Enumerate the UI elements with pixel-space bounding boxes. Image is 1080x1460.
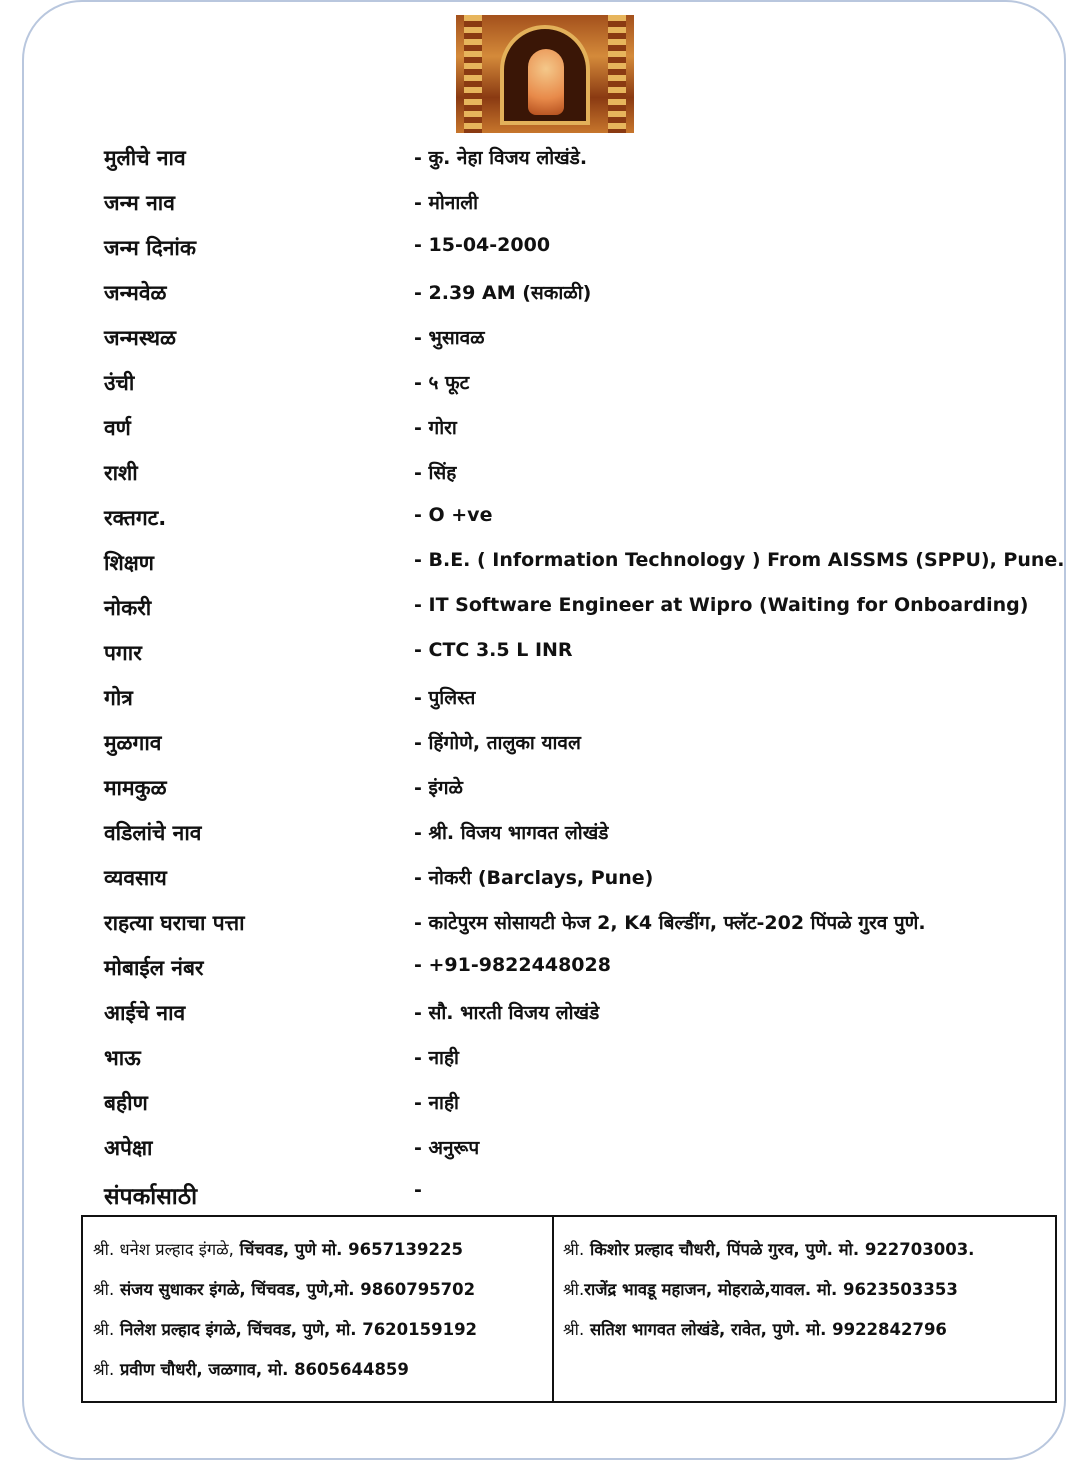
biodata-row (104, 316, 1044, 361)
contact-prefix: श्री. (563, 1320, 585, 1339)
field-value: - अनुरूप (414, 1137, 480, 1159)
field-value: - 2.39 AM (सकाळी) (414, 282, 592, 304)
field-value: - (414, 1179, 422, 1201)
field-label: भाऊ (104, 1046, 141, 1070)
contact-entry (93, 1225, 543, 1265)
field-label: राहत्या घराचा पत्ता (104, 911, 245, 935)
contact-prefix: श्री. धनेश प्रल्हाद इंगळे, (93, 1240, 234, 1259)
contact-entry (563, 1225, 1043, 1265)
field-label: मामकुळ (104, 776, 167, 800)
contact-box (81, 1215, 1057, 1403)
biodata-row (104, 541, 1065, 586)
field-value: - काटेपुरम सोसायटी फेज 2, K4 बिल्डींग, फ्लॅट-202 पिंपळे गुरव पुणे. (414, 912, 926, 934)
biodata-row (104, 451, 1044, 496)
ganesha-image (456, 15, 634, 133)
field-value: - सौ. भारती विजय लोखंडे (414, 1002, 600, 1024)
biodata-row (104, 1036, 1044, 1081)
field-value: - इंगळे (414, 777, 463, 799)
biodata-row (104, 1171, 1044, 1216)
biodata-row (104, 631, 1044, 676)
field-value: - मोनाली (414, 192, 479, 214)
field-label: संपर्कासाठी (104, 1184, 198, 1210)
field-label: पगार (104, 641, 142, 665)
biodata-row (104, 721, 1044, 766)
contact-details: चिंचवड, पुणे मो. 9657139225 (233, 1240, 463, 1259)
contact-prefix: श्री. (563, 1240, 585, 1259)
biodata-row (104, 226, 1044, 271)
field-label: वडिलांचे नाव (104, 821, 202, 845)
contact-column-right (563, 1225, 1043, 1345)
field-label: उंची (104, 371, 135, 395)
contact-entry (93, 1345, 543, 1385)
biodata-list (104, 136, 1065, 1216)
biodata-row (104, 271, 1044, 316)
field-label: मोबाईल नंबर (104, 956, 204, 980)
contact-prefix: श्री. (563, 1280, 585, 1299)
biodata-row (104, 946, 1044, 991)
contact-details: राजेंद्र भावडू महाजन, मोहराळे,यावल. मो. 9623503353 (584, 1280, 958, 1299)
biodata-row (104, 991, 1044, 1036)
field-label: शिक्षण (104, 551, 154, 575)
biodata-row (104, 811, 1044, 856)
biodata-row (104, 766, 1044, 811)
biodata-row (104, 901, 1044, 946)
field-label: बहीण (104, 1091, 148, 1115)
field-value: - ५ फूट (414, 372, 470, 394)
contact-details: निलेश प्रल्हाद इंगळे, चिंचवड, पुणे, मो. 7620159192 (114, 1320, 478, 1339)
biodata-row (104, 1126, 1044, 1171)
field-label: अपेक्षा (104, 1136, 153, 1160)
field-label: नोकरी (104, 596, 152, 620)
contact-details: सतिश भागवत लोखंडे, रावेत, पुणे. मो. 9922842796 (584, 1320, 947, 1339)
contact-prefix: श्री. (93, 1360, 115, 1379)
field-value: - हिंगोणे, तालुका यावल (414, 732, 581, 754)
contact-entry (93, 1265, 543, 1305)
biodata-row (104, 406, 1044, 451)
field-label: व्यवसाय (104, 866, 167, 890)
field-label: आईचे नाव (104, 1001, 186, 1025)
contact-prefix: श्री. (93, 1280, 115, 1299)
biodata-row (104, 496, 1044, 541)
contact-entry (563, 1265, 1043, 1305)
field-value: - श्री. विजय भागवत लोखंडे (414, 822, 609, 844)
field-value: - CTC 3.5 L INR (414, 639, 573, 661)
field-label: मुळगाव (104, 731, 162, 755)
biodata-row (104, 181, 1044, 226)
field-label: मुलीचे नाव (104, 146, 186, 170)
biodata-row (104, 856, 1044, 901)
field-value: - IT Software Engineer at Wipro (Waiting for Onboarding) (414, 594, 1029, 616)
field-label: जन्म नाव (104, 191, 175, 215)
field-value: - 15-04-2000 (414, 234, 551, 256)
field-value: - पुलिस्त (414, 687, 476, 709)
contact-column-left (93, 1225, 543, 1385)
contact-entry (93, 1305, 543, 1345)
field-value: - नाही (414, 1047, 459, 1069)
biodata-row (104, 676, 1044, 721)
field-label: जन्मवेळ (104, 281, 167, 305)
field-label: राशी (104, 461, 138, 485)
field-value: - नोकरी (Barclays, Pune) (414, 867, 654, 889)
contact-prefix: श्री. (93, 1320, 115, 1339)
field-value: - नाही (414, 1092, 459, 1114)
contact-entry (563, 1305, 1043, 1345)
field-value: - सिंह (414, 462, 457, 484)
contact-divider (552, 1217, 554, 1401)
contact-details: प्रवीण चौधरी, जळगाव, मो. 8605644859 (114, 1360, 409, 1379)
contact-details: किशोर प्रल्हाद चौधरी, पिंपळे गुरव, पुणे. मो. 922703003. (584, 1240, 975, 1259)
field-value: - +91-9822448028 (414, 954, 611, 976)
field-value: - O +ve (414, 504, 493, 526)
field-value: - B.E. ( Information Technology ) From AISSMS (SPPU), Pune. (414, 549, 1065, 571)
field-value: - भुसावळ (414, 327, 485, 349)
biodata-row (104, 586, 1044, 631)
biodata-row (104, 136, 1044, 181)
field-label: गोत्र (104, 686, 133, 710)
field-value: - कु. नेहा विजय लोखंडे. (414, 147, 588, 169)
field-label: रक्तगट. (104, 506, 167, 530)
field-label: जन्मस्थळ (104, 326, 176, 350)
biodata-row (104, 1081, 1044, 1126)
field-label: वर्ण (104, 416, 131, 440)
field-label: जन्म दिनांक (104, 236, 196, 260)
contact-details: संजय सुधाकर इंगळे, चिंचवड, पुणे,मो. 9860795702 (114, 1280, 476, 1299)
field-value: - गोरा (414, 417, 457, 439)
biodata-row (104, 361, 1044, 406)
